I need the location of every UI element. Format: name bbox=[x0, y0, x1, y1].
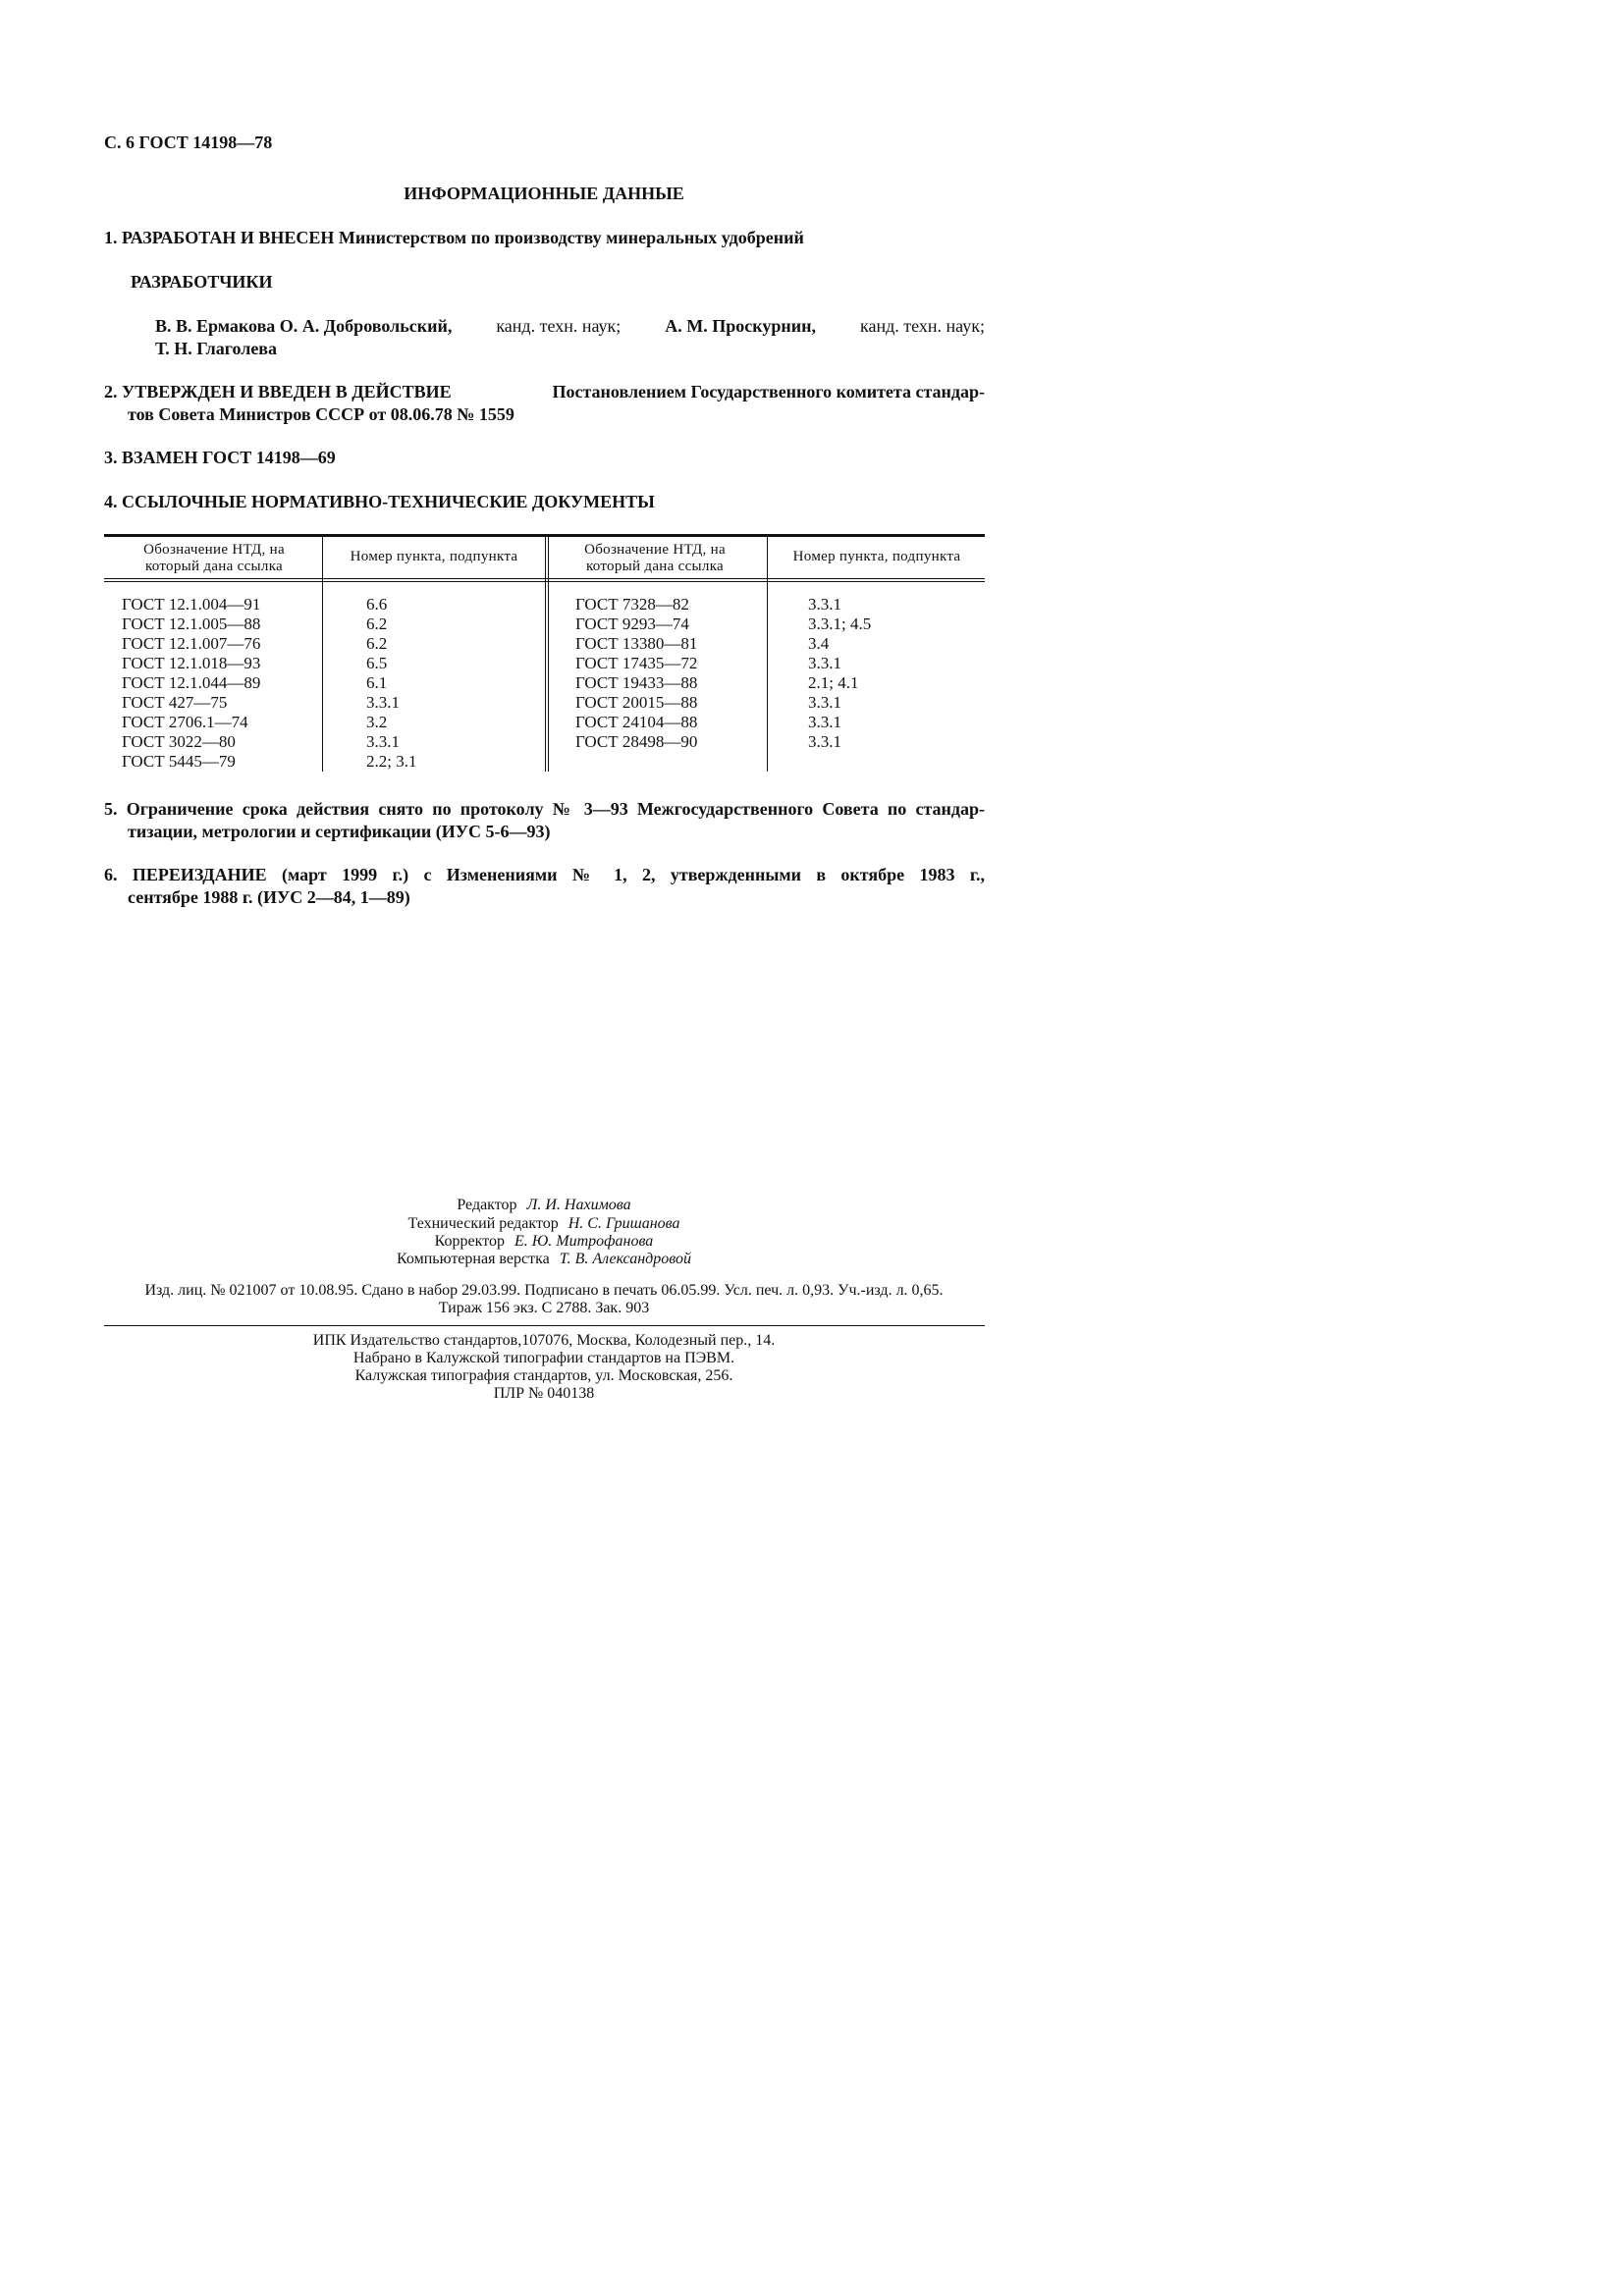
table-cell: 6.2 bbox=[366, 634, 388, 653]
table-cell: ГОСТ 12.1.044—89 bbox=[122, 673, 261, 692]
imprint-license-line: Изд. лиц. № 021007 от 10.08.95. Сдано в набор 29.03.99. Подписано в печать 06.05.99. Усл. печ. л. 0,93. Уч.-изд. л. 0,65. bbox=[144, 1282, 944, 1299]
section-2-text: Постановлением Государственного комитета стандар- bbox=[552, 382, 985, 401]
imprint-publisher-line: ИПК Издательство стандартов,107076, Москва, Колодезный пер., 14. bbox=[312, 1332, 776, 1349]
table-header-doc-left: Обозначение НТД, на который дана ссылка bbox=[143, 542, 285, 574]
section-6-number: 6. bbox=[104, 865, 118, 884]
section-3 bbox=[104, 448, 336, 468]
developers-heading: РАЗРАБОТЧИКИ bbox=[131, 272, 273, 292]
table-cell: ГОСТ 2706.1—74 bbox=[122, 713, 248, 731]
table-divider-1 bbox=[322, 536, 323, 772]
table-cell: ГОСТ 24104—88 bbox=[575, 713, 698, 731]
table-header-item-right: Номер пункта, подпункта bbox=[792, 549, 961, 564]
table-cell: 6.2 bbox=[366, 614, 388, 633]
imprint-editor-name: Л. И. Нахимова bbox=[526, 1197, 631, 1213]
section-4-number: 4. bbox=[104, 492, 118, 511]
table-cell: ГОСТ 28498—90 bbox=[575, 732, 698, 751]
section-5-line-1 bbox=[104, 799, 985, 820]
table-cell: ГОСТ 12.1.004—91 bbox=[122, 595, 261, 614]
table-cell: ГОСТ 9293—74 bbox=[575, 614, 689, 633]
table-cell: 6.1 bbox=[366, 673, 388, 692]
section-4-text: ССЫЛОЧНЫЕ НОРМАТИВНО-ТЕХНИЧЕСКИЕ ДОКУМЕНТЫ bbox=[122, 492, 655, 511]
document-title: ИНФОРМАЦИОННЫЕ ДАННЫЕ bbox=[404, 184, 684, 203]
table-cell: 2.1; 4.1 bbox=[808, 673, 859, 692]
table-header-doc-right: Обозначение НТД, на который дана ссылка bbox=[584, 542, 726, 574]
section-2-number: 2. bbox=[104, 382, 118, 401]
table-cell: ГОСТ 20015—88 bbox=[575, 693, 698, 712]
table-divider-2b bbox=[548, 536, 549, 772]
developers-names-2: А. М. Проскурнин, bbox=[665, 316, 817, 336]
section-2-lead: УТВЕРЖДЕН И ВВЕДЕН В ДЕЙСТВИЕ bbox=[122, 382, 452, 401]
section-1-text: Министерством по производству минеральных удобрений bbox=[338, 228, 804, 247]
table-left-items bbox=[366, 595, 416, 772]
imprint-plr-line: ПЛР № 040138 bbox=[493, 1385, 595, 1402]
table-left-docs bbox=[122, 595, 260, 772]
table-cell: ГОСТ 3022—80 bbox=[122, 732, 236, 751]
section-1 bbox=[104, 228, 804, 248]
page-header: С. 6 ГОСТ 14198—78 bbox=[104, 133, 273, 152]
table-cell: 3.3.1 bbox=[808, 713, 841, 731]
table-cell: ГОСТ 19433—88 bbox=[575, 673, 698, 692]
imprint-editor-label: Редактор bbox=[457, 1197, 517, 1213]
section-5-line-2: тизации, метрологии и сертификации (ИУС 5-6—93) bbox=[128, 822, 551, 841]
imprint-editor bbox=[0, 1197, 1088, 1214]
imprint-layout bbox=[0, 1251, 1088, 1268]
table-cell: ГОСТ 5445—79 bbox=[122, 752, 236, 771]
imprint-proofreader-name: Е. Ю. Митрофанова bbox=[514, 1233, 654, 1250]
table-cell: 3.3.1 bbox=[808, 693, 841, 712]
section-6-text: ПЕРЕИЗДАНИЕ (март 1999 г.) с Изменениями № 1, 2, утвержденными в октябре 1983 г., bbox=[132, 865, 985, 884]
section-6-line-1 bbox=[104, 865, 985, 885]
table-cell: ГОСТ 7328—82 bbox=[575, 595, 689, 614]
section-1-lead: РАЗРАБОТАН И ВНЕСЕН bbox=[122, 228, 335, 247]
imprint-tech-editor-label: Технический редактор bbox=[407, 1215, 559, 1232]
imprint-layout-name: Т. В. Александровой bbox=[559, 1251, 691, 1267]
table-cell: ГОСТ 12.1.018—93 bbox=[122, 654, 261, 672]
imprint-typeset-line: Набрано в Калужской типографии стандартов на ПЭВМ. bbox=[352, 1350, 735, 1366]
imprint-tech-editor bbox=[0, 1215, 1088, 1233]
section-5-text: Ограничение срока действия снято по протоколу № 3—93 Межгосударственного Совета по стандар- bbox=[126, 799, 986, 819]
table-header-item-left: Номер пункта, подпункта bbox=[350, 549, 518, 564]
table-cell: ГОСТ 13380—81 bbox=[575, 634, 698, 653]
developers-degree-1: канд. техн. наук; bbox=[496, 316, 622, 336]
table-cell: 3.3.1 bbox=[808, 732, 841, 751]
developers-degree-2: канд. техн. наук; bbox=[860, 316, 985, 336]
section-2-line-1 bbox=[104, 382, 985, 402]
imprint-rule bbox=[104, 1325, 985, 1326]
imprint-proofreader-label: Корректор bbox=[434, 1233, 505, 1250]
table-cell: 6.6 bbox=[366, 595, 388, 614]
developers-line-1 bbox=[155, 316, 985, 337]
table-cell: 6.5 bbox=[366, 654, 388, 672]
imprint-tech-editor-name: Н. С. Гришанова bbox=[568, 1215, 680, 1232]
table-cell: ГОСТ 12.1.005—88 bbox=[122, 614, 261, 633]
table-cell: 3.3.1 bbox=[808, 595, 841, 614]
table-cell: 3.3.1; 4.5 bbox=[808, 614, 872, 633]
section-1-number: 1. bbox=[104, 228, 118, 247]
table-divider-3 bbox=[767, 536, 768, 772]
table-right-docs bbox=[575, 595, 697, 752]
table-cell: 3.2 bbox=[366, 713, 388, 731]
section-3-number: 3. bbox=[104, 448, 118, 467]
section-4 bbox=[104, 492, 655, 512]
table-cell: 2.2; 3.1 bbox=[366, 752, 417, 771]
section-3-text: ВЗАМЕН ГОСТ 14198—69 bbox=[122, 448, 336, 467]
table-cell: 3.3.1 bbox=[366, 693, 400, 712]
table-right-items bbox=[808, 595, 871, 752]
table-cell: 3.3.1 bbox=[808, 654, 841, 672]
developers-line-2: Т. Н. Глаголева bbox=[155, 339, 278, 358]
imprint-layout-label: Компьютерная верстка bbox=[397, 1251, 550, 1267]
section-5-number: 5. bbox=[104, 799, 118, 819]
table-cell: 3.4 bbox=[808, 634, 830, 653]
table-cell: ГОСТ 17435—72 bbox=[575, 654, 698, 672]
imprint-printer-line: Калужская типография стандартов, ул. Московская, 256. bbox=[354, 1367, 733, 1384]
table-divider-2a bbox=[545, 536, 546, 772]
section-2-line-2: тов Совета Министров СССР от 08.06.78 № 1559 bbox=[128, 404, 514, 424]
table-cell: ГОСТ 427—75 bbox=[122, 693, 228, 712]
imprint-run-line: Тираж 156 экз. С 2788. Зак. 903 bbox=[438, 1300, 650, 1316]
developers-names-1: В. В. Ермакова О. А. Добровольский, bbox=[155, 316, 453, 336]
table-cell: 3.3.1 bbox=[366, 732, 400, 751]
imprint-proofreader bbox=[0, 1233, 1088, 1251]
table-cell: ГОСТ 12.1.007—76 bbox=[122, 634, 261, 653]
section-6-line-2: сентябре 1988 г. (ИУС 2—84, 1—89) bbox=[128, 887, 410, 907]
